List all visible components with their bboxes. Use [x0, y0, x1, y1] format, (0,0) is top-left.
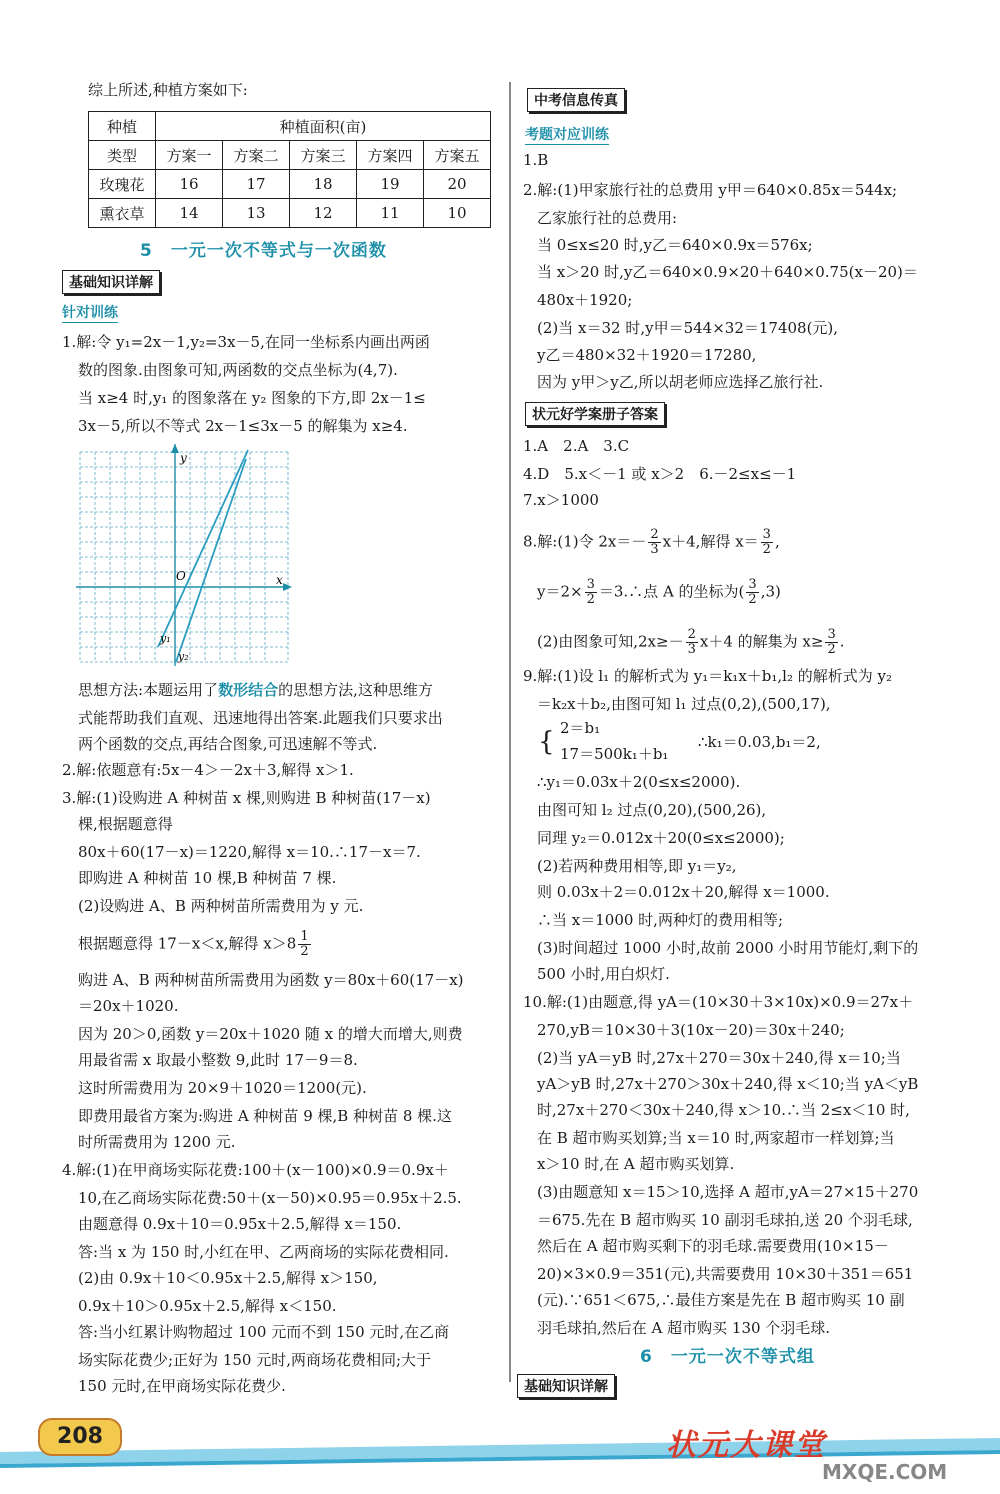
a2-line: 乙家旅行社的总费用:	[537, 209, 678, 227]
tag-exam-info: 中考信息传真	[527, 88, 625, 112]
column-divider	[509, 82, 511, 1382]
q4-line: 10,在乙商场实际花费:50＋(x－50)×0.95＝0.95x＋2.5.	[78, 1189, 462, 1207]
q4-line: 答:当 x 为 150 时,小红在甲、乙两商场的实际花费相同.	[78, 1243, 449, 1261]
a2-line: (2)当 x＝32 时,y甲＝544×32＝17408(元),	[537, 319, 839, 337]
plan-header: 方案三	[290, 141, 357, 170]
q3-line: 时所需费用为 1200 元.	[78, 1133, 236, 1151]
y1-label: y₁	[160, 632, 171, 645]
y-label: y	[180, 451, 187, 465]
q10-line: 然后在 A 超市购买剩下的羽毛球.需要费用(10×15－	[537, 1237, 889, 1255]
q3-line: 即费用最省方案为:购进 A 种树苗 9 棵,B 种树苗 8 棵.这	[78, 1107, 452, 1125]
q9-line: 则 0.03x＋2＝0.012x＋20,解得 x＝1000.	[537, 883, 830, 901]
q3-line: 用最省需 x 取最小整数 9,此时 17－9＝8.	[78, 1051, 358, 1069]
method-line: 两个函数的交点,再结合图象,可迅速解不等式.	[78, 735, 378, 753]
header-type: 种植	[89, 112, 156, 141]
answer-line: 7.x＞1000	[523, 491, 599, 509]
q4-line: 150 元时,在甲商场实际花费少.	[78, 1377, 286, 1395]
q3-line: 3.解:(1)设购进 A 种树苗 x 棵,则购进 B 种树苗(17－x)	[62, 789, 431, 807]
plan-header: 方案二	[223, 141, 290, 170]
q9-line: ∴y₁＝0.03x＋2(0≤x≤2000).	[537, 773, 741, 791]
q4-line: 场实际花费少;正好为 150 元时,两商场花费相同;大于	[78, 1351, 432, 1369]
answer-line: 1.B	[523, 151, 549, 169]
answer-line: 4.D 5.x＜－1 或 x＞2 6.－2≤x≤－1	[523, 465, 797, 483]
q10-line: (元).∵651＜675,∴最佳方案是先在 B 超市购买 10 副	[537, 1291, 905, 1309]
a2-line: 当 0≤x≤20 时,y乙＝640×0.9x＝576x;	[537, 236, 813, 254]
q10-line: 在 B 超市购买划算;当 x＝10 时,两家超市一样划算;当	[537, 1129, 895, 1147]
tag-basic-knowledge: 基础知识详解	[62, 270, 160, 294]
q1-line: 数的图象.由图象可知,两函数的交点坐标为(4,7).	[78, 361, 398, 379]
q10-line: ＝675.先在 B 超市购买 10 副羽毛球拍,送 20 个羽毛球,	[537, 1211, 913, 1229]
q10-line: 羽毛球拍,然后在 A 超市购买 130 个羽毛球.	[537, 1319, 831, 1337]
q3-line: 因为 20＞0,函数 y＝20x＋1020 随 x 的增大而增大,则费	[78, 1025, 463, 1043]
watermark: MXQE.COM	[822, 1460, 948, 1484]
q9-line: 17＝500k₁＋b₁	[560, 745, 669, 763]
line-y1	[158, 450, 248, 647]
function-graph	[76, 444, 292, 666]
x-label: x	[276, 573, 283, 587]
method-line: 式能帮助我们直观、迅速地得出答案.此题我们只要求出	[78, 709, 443, 727]
origin-label: O	[176, 569, 186, 583]
method-highlight: 数形结合	[218, 681, 279, 699]
q3-inequality: 根据题意得 17－x＜x,解得 x＞8 $\frac{1}{2}$	[78, 929, 309, 959]
section-6-title: 6 一元一次不等式组	[640, 1347, 815, 1367]
line-y2	[176, 459, 246, 662]
a2-line: 2.解:(1)甲家旅行社的总费用 y甲＝640×0.85x＝544x;	[523, 181, 898, 199]
tag-exam-training: 考题对应训练	[525, 124, 609, 145]
section-5-title: 5 一元一次不等式与一次函数	[140, 241, 387, 261]
a2-line: y乙＝480×32＋1920＝17280,	[537, 346, 757, 364]
q10-line: 270,yB＝10×30＋3(10x－20)＝30x＋240;	[537, 1021, 845, 1039]
q9-line: 由图可知 l₂ 过点(0,20),(500,26),	[537, 801, 767, 819]
planting-table	[88, 111, 491, 228]
q9-line: 2＝b₁	[560, 719, 601, 737]
header-area: 种植面积(亩)	[156, 112, 491, 141]
method-line: 思想方法:本题运用了数形结合的思想方法,这种思维方	[78, 681, 433, 699]
q10-line: (2)当 yA＝yB 时,27x＋270＝30x＋240,得 x＝10;当	[537, 1049, 901, 1067]
plan-header: 方案一	[156, 141, 223, 170]
tag-targeted-training: 针对训练	[62, 302, 118, 323]
q9-line: (2)若两种费用相等,即 y₁＝y₂,	[537, 857, 737, 875]
q9-line: ＝k₂x＋b₂,由图可知 l₁ 过点(0,2),(500,17),	[537, 695, 831, 713]
a2-line: 480x＋1920;	[537, 291, 633, 309]
q10-line: yA＞yB 时,27x＋270＞30x＋240,得 x＜10;当 yA＜yB	[537, 1075, 919, 1093]
q3-line: ＝20x＋1020.	[78, 997, 179, 1015]
q10-line: 10.解:(1)由题意,得 yA＝(10×30＋3×10x)×0.9＝27x＋	[523, 993, 914, 1011]
tag-basic-knowledge-2: 基础知识详解	[517, 1374, 615, 1398]
q9-line: 9.解:(1)设 l₁ 的解析式为 y₁＝k₁x＋b₁,l₂ 的解析式为 y₂	[523, 667, 892, 685]
q9-line: (3)时间超过 1000 小时,故前 2000 小时用节能灯,剩下的	[537, 939, 919, 957]
plan-header: 方案五	[424, 141, 491, 170]
q9-line: ∴k₁＝0.03,b₁＝2,	[698, 733, 821, 751]
a2-line: 因为 y甲＞y乙,所以胡老师应选择乙旅行社.	[537, 373, 824, 391]
q10-line: (3)由题意知 x＝15＞10,选择 A 超市,yA＝27×15＋270	[537, 1183, 919, 1201]
header-type2: 类型	[89, 141, 156, 170]
q3-line: 即购进 A 种树苗 10 棵,B 种树苗 7 棵.	[78, 869, 337, 887]
brand-logo: 状元大课堂	[666, 1428, 826, 1463]
q4-line: 答:当小红累计购物超过 100 元而不到 150 元时,在乙商	[78, 1323, 450, 1341]
q9-line: ∴当 x＝1000 时,两种灯的费用相等;	[537, 911, 783, 929]
q8-line: (2)由图象可知,2x≥－ $\frac{2}{3}$ x＋4 的解集为 x≥ $\frac{3}{2}$ .	[537, 627, 845, 657]
q1-line: 当 x≥4 时,y₁ 的图象落在 y₂ 图象的下方,即 2x－1≤	[78, 389, 426, 407]
tag-handbook-answers: 状元好学案册子答案	[525, 402, 665, 426]
intro-text: 综上所述,种植方案如下:	[88, 81, 248, 99]
answer-line: 1.A 2.A 3.C	[523, 437, 630, 455]
q9-line: 500 小时,用白炽灯.	[537, 965, 670, 983]
y2-label: y₂	[178, 650, 189, 663]
plan-header: 方案四	[357, 141, 424, 170]
page-number: 208	[38, 1418, 122, 1456]
q4-line: 4.解:(1)在甲商场实际花费:100＋(x－100)×0.9＝0.9x＋	[62, 1161, 449, 1179]
a2-line: 当 x＞20 时,y乙＝640×0.9×20＋640×0.75(x－20)＝	[537, 263, 918, 281]
q3-line: (2)设购进 A、B 两种树苗所需费用为 y 元.	[78, 897, 364, 915]
table-row: 熏衣草 14 13 12 11 10	[89, 199, 491, 228]
q3-line: 购进 A、B 两种树苗所需费用为函数 y＝80x＋60(17－x)	[78, 971, 464, 989]
q3-line: 棵,根据题意得	[78, 815, 173, 833]
q9-line: 同理 y₂＝0.012x＋20(0≤x≤2000);	[537, 829, 785, 847]
q10-line: x＞10 时,在 A 超市购买划算.	[537, 1155, 735, 1173]
q3-line: 80x＋60(17－x)＝1220,解得 x＝10.∴17－x＝7.	[78, 843, 421, 861]
table-row: 玫瑰花 16 17 18 19 20	[89, 170, 491, 199]
q1-line: 1.解:令 y₁=2x－1,y₂=3x－5,在同一坐标系内画出两函	[62, 333, 430, 351]
q10-line: 20)×3×0.9＝351(元),共需要费用 10×30＋351＝651	[537, 1265, 914, 1283]
q3-line: 这时所需费用为 20×9＋1020＝1200(元).	[78, 1079, 367, 1097]
q8-line: y＝2× $\frac{3}{2}$ ＝3.∴点 A 的坐标为( $\frac{3}{2}$ ,3)	[537, 577, 781, 607]
brace: {	[538, 727, 555, 757]
q4-line: (2)由 0.9x＋10＜0.95x＋2.5,解得 x＞150,	[78, 1269, 378, 1287]
q1-line: 3x－5,所以不等式 2x－1≤3x－5 的解集为 x≥4.	[78, 417, 408, 435]
q10-line: 时,27x＋270＜30x＋240,得 x＞10.∴当 2≤x＜10 时,	[537, 1101, 910, 1119]
q4-line: 0.9x＋10＞0.95x＋2.5,解得 x＜150.	[78, 1297, 337, 1315]
q4-line: 由题意得 0.9x＋10＝0.95x＋2.5,解得 x＝150.	[78, 1215, 402, 1233]
q8-line: 8.解:(1)令 2x＝－ $\frac{2}{3}$ x＋4,解得 x＝ $\frac{3}{2}$ ,	[523, 527, 780, 557]
q2-line: 2.解:依题意有:5x－4＞－2x＋3,解得 x＞1.	[62, 761, 354, 779]
